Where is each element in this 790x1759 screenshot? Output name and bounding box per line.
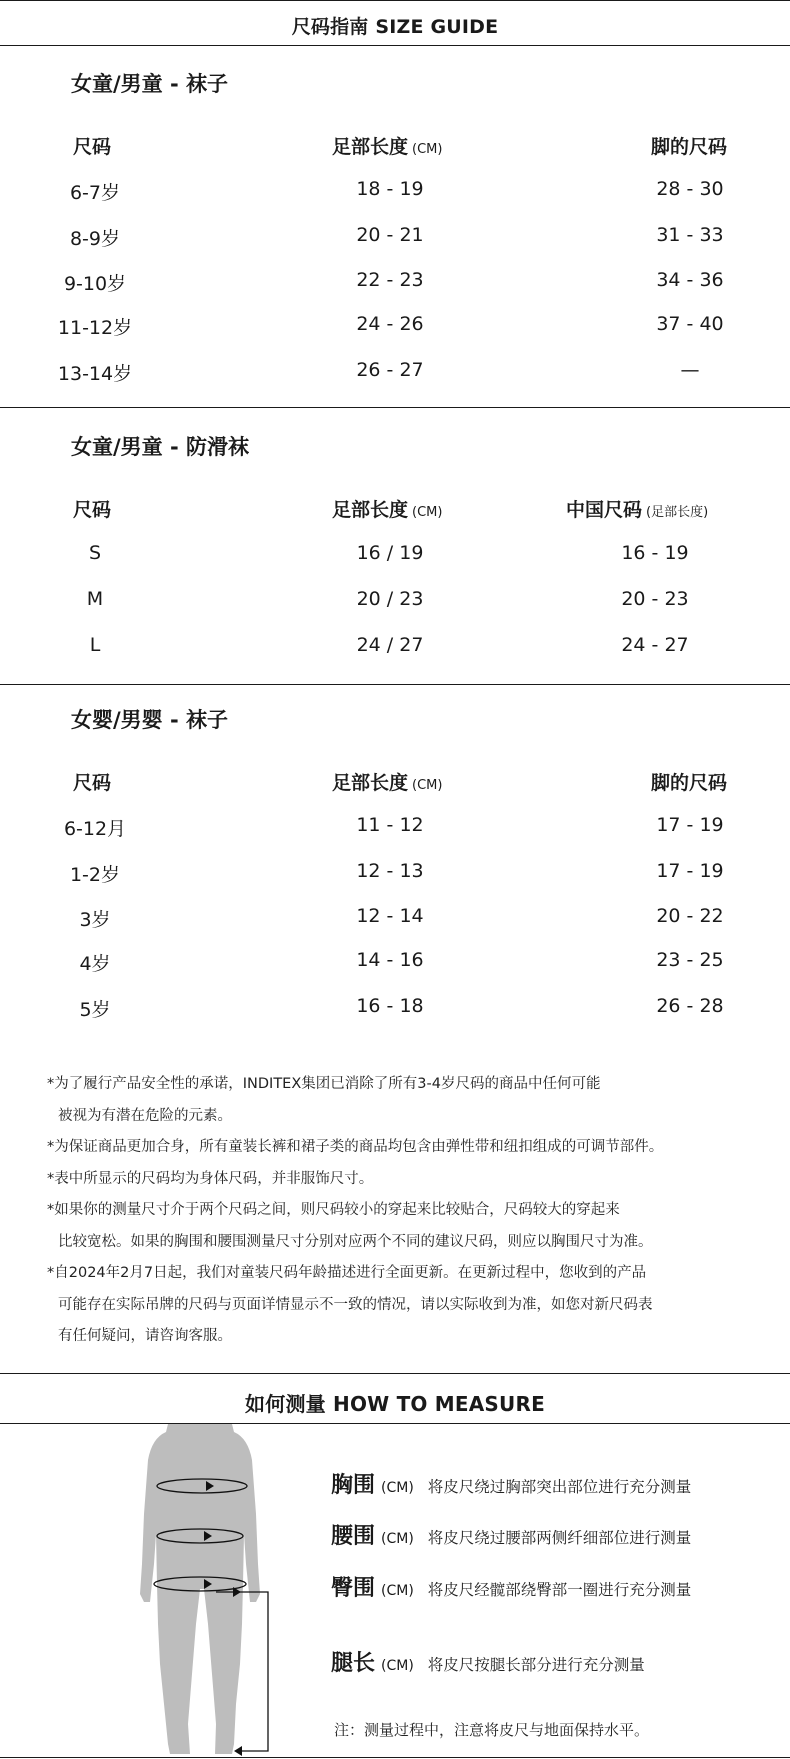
measure-leg-length: 腿长 (CM) 将皮尺按腿长部分进行充分测量 xyxy=(331,1651,645,1676)
footnote-line: 被视为有潜在危险的元素。 xyxy=(58,1107,232,1124)
section-title-kids-grip-socks: 女童/男童 - 防滑袜 xyxy=(71,435,250,459)
table-cell-foot: 11 - 12 xyxy=(356,814,424,836)
table-cell-foot: 22 - 23 xyxy=(356,269,424,291)
table-cell-shoe: 34 - 36 xyxy=(656,269,724,291)
page-title: 尺码指南 SIZE GUIDE xyxy=(291,16,499,38)
header-foot-length: 足部长度 (CM) xyxy=(332,136,443,158)
body-silhouette xyxy=(140,1424,260,1754)
measure-hip: 臀围 (CM) 将皮尺经髋部绕臀部一圈进行充分测量 xyxy=(331,1576,692,1601)
table-cell-foot: 18 - 19 xyxy=(356,178,424,200)
measure-title: 如何测量 HOW TO MEASURE xyxy=(245,1392,545,1416)
header-foot-length: 足部长度 (CM) xyxy=(332,499,443,521)
table-cell-foot: 16 - 18 xyxy=(356,995,424,1017)
table-cell-foot: 24 - 26 xyxy=(356,313,424,335)
table-cell-size: 4岁 xyxy=(79,953,111,975)
top-rule xyxy=(0,0,790,1)
table-cell-size: S xyxy=(88,542,102,564)
table-cell-shoe: 26 - 28 xyxy=(656,995,724,1017)
footnote-line: *为保证商品更加合身，所有童装长裤和裙子类的商品均包含由弹性带和纽扣组成的可调节部件。 xyxy=(47,1139,664,1155)
table-cell-size: 6-12月 xyxy=(63,818,127,840)
table-cell-foot: 16 / 19 xyxy=(356,542,424,564)
header-size: 尺码 xyxy=(73,136,112,158)
table-cell-size: 11-12岁 xyxy=(57,317,133,339)
footnote-line: *如果你的测量尺寸介于两个尺码之间，则尺码较小的穿起来比较贴合，尺码较大的穿起来 xyxy=(47,1202,620,1218)
header-size: 尺码 xyxy=(73,499,112,521)
table-cell-shoe: 23 - 25 xyxy=(656,949,724,971)
header-china-size: 中国尺码 (足部长度) xyxy=(566,499,709,521)
table-cell-foot: 24 / 27 xyxy=(356,634,424,656)
table-cell-size: 13-14岁 xyxy=(57,363,133,385)
table-cell-shoe: 31 - 33 xyxy=(656,224,724,246)
measure-header-rule xyxy=(0,1423,790,1424)
footnotes xyxy=(47,1069,782,1353)
table-cell-foot: 20 - 21 xyxy=(356,224,424,246)
table-cell-china-size: 24 - 27 xyxy=(621,634,689,656)
header-rule xyxy=(0,45,790,46)
table-cell-shoe: 20 - 22 xyxy=(656,905,724,927)
measure-top-rule xyxy=(0,1373,790,1374)
header-shoe-size: 脚的尺码 xyxy=(650,136,727,158)
body-figure-illustration xyxy=(120,1424,280,1759)
section-title-kids-socks: 女童/男童 - 袜子 xyxy=(71,72,229,96)
footnote-line: 有任何疑问，请咨询客服。 xyxy=(58,1328,232,1344)
table-cell-foot: 26 - 27 xyxy=(356,359,424,381)
table-cell-size: 9-10岁 xyxy=(63,273,127,295)
table-cell-china-size: 16 - 19 xyxy=(621,542,689,564)
table-cell-china-size: 20 - 23 xyxy=(621,588,689,610)
table-cell-foot: 12 - 14 xyxy=(356,905,424,927)
table-cell-size: 5岁 xyxy=(79,999,111,1021)
footnote-line: 比较宽松。如果的胸围和腰围测量尺寸分别对应两个不同的建议尺码，则应以胸围尺寸为准。 xyxy=(58,1233,653,1250)
table-cell-shoe: 28 - 30 xyxy=(656,178,724,200)
table-cell-size: 6-7岁 xyxy=(69,182,121,204)
table-cell-shoe: 37 - 40 xyxy=(656,313,724,335)
footnote-line: 可能存在实际吊牌的尺码与页面详情显示不一致的情况，请以实际收到为准，如您对新尺码表 xyxy=(58,1296,653,1313)
table-cell-size: M xyxy=(86,588,104,610)
header-size: 尺码 xyxy=(73,772,112,794)
table-cell-size: 1-2岁 xyxy=(69,864,121,886)
table-cell-size: 8-9岁 xyxy=(69,228,121,250)
header-shoe-size: 脚的尺码 xyxy=(650,772,727,794)
header-foot-length: 足部长度 (CM) xyxy=(332,772,443,794)
table-cell-shoe: 17 - 19 xyxy=(656,860,724,882)
table-cell-foot: 14 - 16 xyxy=(356,949,424,971)
table-cell-foot: 20 / 23 xyxy=(356,588,424,610)
footnote-line: *表中所显示的尺码均为身体尺码，并非服饰尺寸。 xyxy=(47,1170,374,1187)
table-cell-foot: 12 - 13 xyxy=(356,860,424,882)
measure-waist: 腰围 (CM) 将皮尺绕过腰部两侧纤细部位进行测量 xyxy=(331,1524,692,1549)
table-cell-size: L xyxy=(89,634,101,656)
table-cell-shoe: — xyxy=(680,359,700,381)
section-title-baby-socks: 女婴/男婴 - 袜子 xyxy=(71,708,229,732)
measure-chest: 胸围 (CM) 将皮尺绕过胸部突出部位进行充分测量 xyxy=(331,1473,692,1498)
bottom-rule xyxy=(0,1757,790,1758)
footnote-line: *为了履行产品安全性的承诺，INDITEX集团已消除了所有3-4岁尺码的商品中任何可能 xyxy=(47,1076,601,1092)
measure-note: 注：测量过程中，注意将皮尺与地面保持水平。 xyxy=(334,1721,650,1739)
section-rule xyxy=(0,684,790,685)
table-cell-size: 3岁 xyxy=(79,909,111,931)
table-cell-shoe: 17 - 19 xyxy=(656,814,724,836)
footnote-line: *自2024年2月7日起，我们对童装尺码年龄描述进行全面更新。在更新过程中，您收到的产品 xyxy=(47,1265,647,1281)
section-rule xyxy=(0,407,790,408)
